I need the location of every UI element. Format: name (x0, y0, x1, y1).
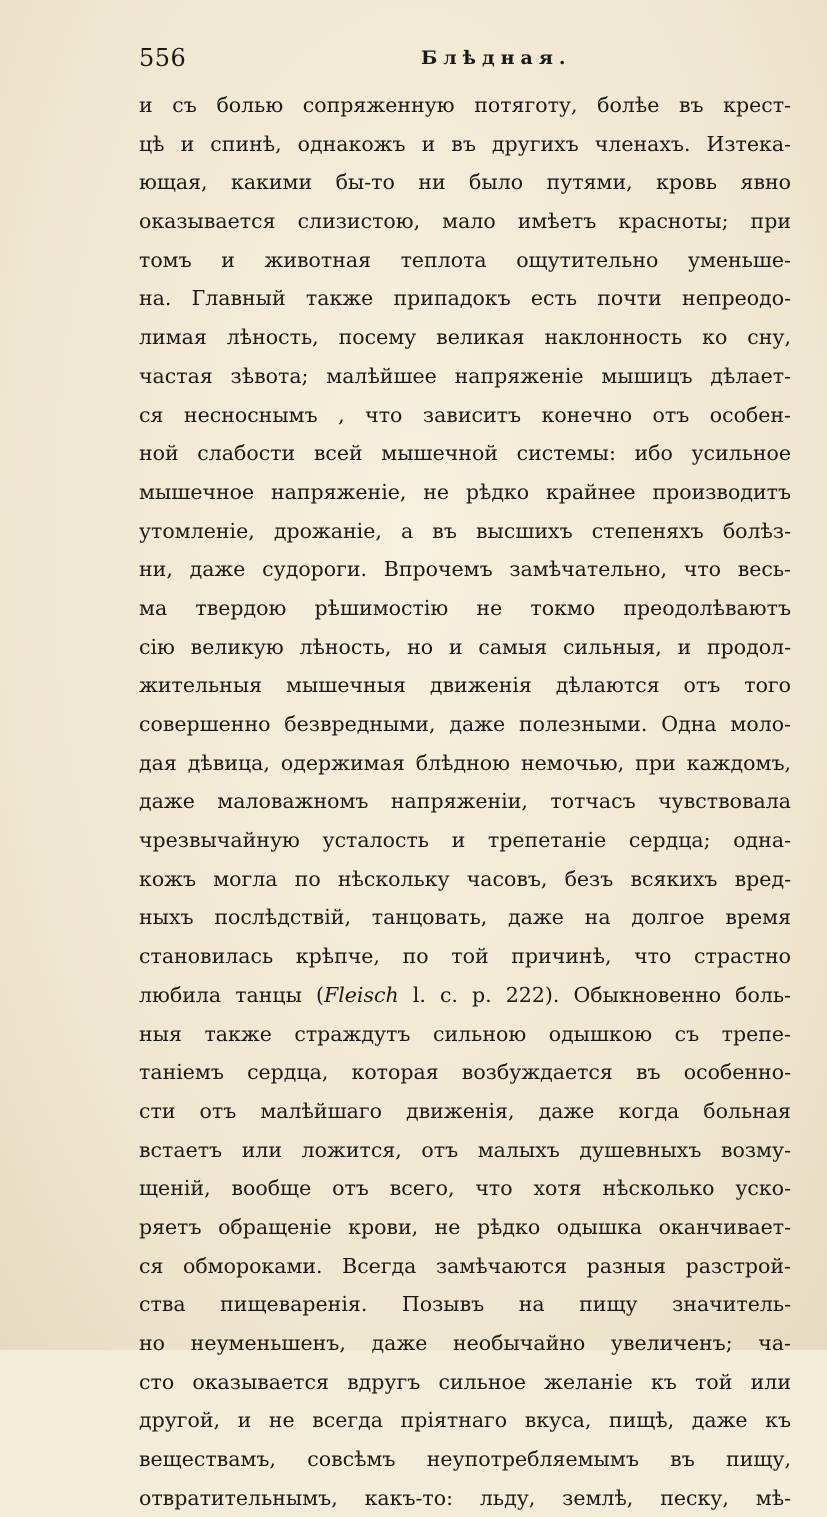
text-line: оказывается слизистою, мало имѣетъ красноты; при (139, 209, 791, 234)
text-line: ныя также страждутъ сильною одышкою съ трепе- (139, 1021, 791, 1046)
text-line: щеній, вообще отъ всего, что хотя нѣсколько уско- (139, 1176, 791, 1201)
text-line: цѣ и спинѣ, однакожъ и въ другихъ членахъ. Изтека- (139, 131, 791, 156)
text-line: томъ и животная теплота ощутительно уменьше- (139, 247, 791, 272)
text-line: ной слабости всей мышечной системы: ибо усильное (139, 441, 791, 466)
text-line: жительныя мышечныя движенія дѣлаются отъ того (139, 673, 791, 698)
text-line: встаетъ или ложится, отъ малыхъ душевныхъ возму- (139, 1137, 791, 1162)
text-line: ма твердою рѣшимостію не токмо преодолѣваютъ (139, 595, 791, 620)
text-line: ныхъ послѣдствій, танцовать, даже на долгое время (139, 905, 791, 930)
text-line: отвратительнымъ, какъ-то: льду, землѣ, песку, мѣ- (139, 1485, 791, 1510)
text-line: частая зѣвота; малѣйшее напряженіе мышицъ дѣлает- (139, 363, 791, 388)
text-line: ства пищеваренія. Позывъ на пищу значитель- (139, 1292, 791, 1317)
text-line: лимая лѣность, посему великая наклонность ко сну, (139, 325, 791, 350)
text-line: другой, и не всегда пріятнаго вкуса, пищѣ, даже къ (139, 1408, 791, 1433)
text-line: становилась крѣпче, по той причинѣ, что страстно (139, 944, 791, 969)
text-line: ющая, какими бы-то ни было путями, кровь явно (139, 170, 791, 195)
text-line: и съ болью сопряженную потяготу, болѣе въ крест- (139, 93, 791, 117)
text-line: таніемъ сердца, которая возбуждается въ особенно- (139, 1060, 791, 1085)
text-line: дая дѣвица, одержимая блѣдною немочью, при каждомъ, (139, 750, 791, 775)
text-line: на. Главный также припадокъ есть почти непреодо- (139, 286, 791, 311)
body-text (139, 86, 791, 1517)
text-line: веществамъ, совсѣмъ неупотребляемымъ въ пищу, (139, 1447, 791, 1472)
text-line: ся обмороками. Всегда замѣчаются разныя разстрой- (139, 1253, 791, 1278)
page-number: 556 (139, 44, 187, 72)
text-line: ряетъ обращеніе крови, не рѣдко одышка оканчивает- (139, 1214, 791, 1239)
text-line: ни, даже судороги. Впрочемъ замѣчательно, что весь- (139, 557, 791, 582)
text-line: даже маловажномъ напряженіи, тотчасъ чувствовала (139, 789, 791, 814)
text-line: сти отъ малѣйшаго движенія, даже когда больная (139, 1098, 791, 1123)
text-line: чрезвычайную усталость и трепетаніе сердца; одна- (139, 828, 791, 853)
page-header (139, 44, 769, 80)
text-line: мышечное напряженіе, не рѣдко крайнее производитъ (139, 479, 791, 504)
text-line: совершенно безвредными, даже полезными. Одна моло- (139, 712, 791, 736)
text-line: кожъ могла по нѣскольку часовъ, безъ всякихъ вред- (139, 866, 791, 891)
citation-author: Fleisch (324, 982, 399, 1007)
text-line: но неуменьшенъ, даже необычайно увеличенъ; ча- (139, 1331, 791, 1355)
running-head: Блѣдная. (421, 47, 572, 69)
text-line: сію великую лѣность, но и самыя сильныя, и продол- (139, 634, 791, 659)
text-line: ся несноснымъ , что зависитъ конечно отъ особен- (139, 402, 791, 427)
text-line: утомленіе, дрожаніе, а въ высшихъ степеняхъ болѣз- (139, 518, 791, 543)
text-line: сто оказывается вдругъ сильное желаніе къ той или (139, 1369, 791, 1394)
text-line: любила танцы (Fleisch l. c. p. 222). Обыкновенно боль- (139, 982, 791, 1007)
